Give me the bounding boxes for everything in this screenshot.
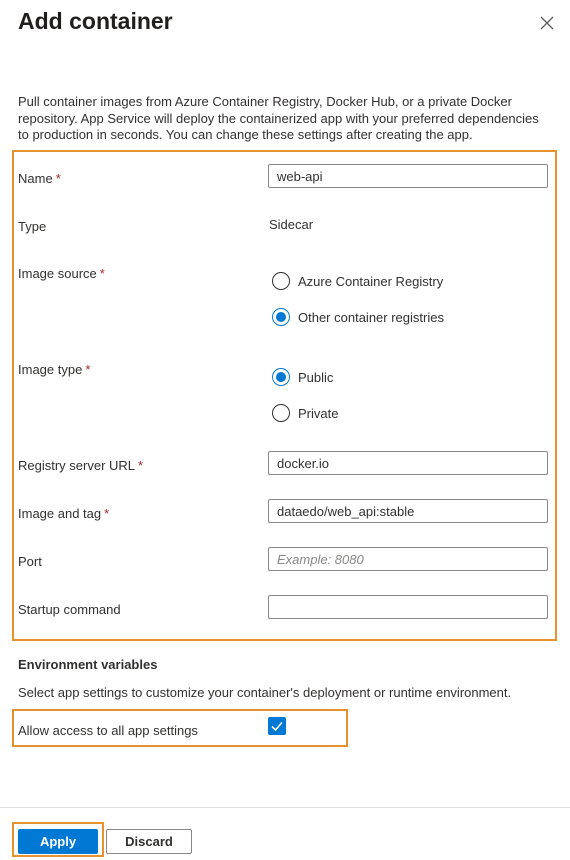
image-and-tag-input[interactable] (268, 499, 548, 523)
radio-azure-container-registry[interactable] (272, 271, 443, 291)
name-label-text: Name (18, 171, 53, 186)
name-input[interactable] (268, 164, 548, 188)
allow-access-label: Allow access to all app settings (18, 723, 198, 738)
name-label (18, 171, 61, 186)
radio-button-selected-icon[interactable] (272, 368, 290, 386)
required-marker: * (85, 362, 91, 377)
environment-variables-description: Select app settings to customize your container's deployment or runtime environment. (18, 685, 512, 700)
image-source-label-text: Image source (18, 266, 97, 281)
apply-button[interactable]: Apply (18, 829, 98, 854)
radio-other-container-registries[interactable] (272, 307, 444, 327)
type-label: Type (18, 219, 47, 234)
radio-label: Azure Container Registry (298, 273, 444, 289)
radio-button-selected-icon[interactable] (272, 308, 290, 326)
image-type-label (18, 362, 90, 377)
registry-server-url-input[interactable] (268, 451, 548, 475)
dialog-title: Add container (18, 8, 173, 34)
required-marker: * (104, 506, 110, 521)
radio-label: Other container registries (298, 309, 444, 325)
startup-command-input[interactable] (268, 595, 548, 619)
port-label: Port (18, 554, 42, 569)
footer-divider (0, 807, 570, 808)
checkmark-icon (268, 717, 286, 735)
dialog-description: Pull container images from Azure Container Registry, Docker Hub, or a private Docker repository. App Service will deploy the containerized app with your preferred dependencies to production in seconds. You can change these settings after creating the app. (18, 94, 539, 142)
allow-access-checkbox[interactable] (268, 717, 286, 735)
radio-private[interactable] (272, 403, 338, 423)
type-value: Sidecar (269, 217, 314, 232)
required-marker: * (138, 458, 144, 473)
image-and-tag-label (18, 506, 109, 521)
radio-button-icon[interactable] (272, 272, 290, 290)
registry-server-url-label (18, 458, 143, 473)
image-and-tag-label-text: Image and tag (18, 506, 102, 521)
required-marker: * (99, 266, 105, 281)
required-marker: * (55, 171, 61, 186)
discard-button[interactable]: Discard (106, 829, 192, 854)
radio-label: Private (298, 405, 339, 421)
radio-label: Public (298, 369, 334, 385)
image-source-label (18, 266, 105, 281)
port-input[interactable] (268, 547, 548, 571)
registry-server-url-label-text: Registry server URL (18, 458, 136, 473)
image-type-label-text: Image type (18, 362, 83, 377)
close-icon[interactable] (536, 12, 558, 34)
radio-public[interactable] (272, 367, 333, 387)
environment-variables-heading: Environment variables (18, 657, 158, 672)
startup-command-label: Startup command (18, 602, 121, 617)
radio-button-icon[interactable] (272, 404, 290, 422)
